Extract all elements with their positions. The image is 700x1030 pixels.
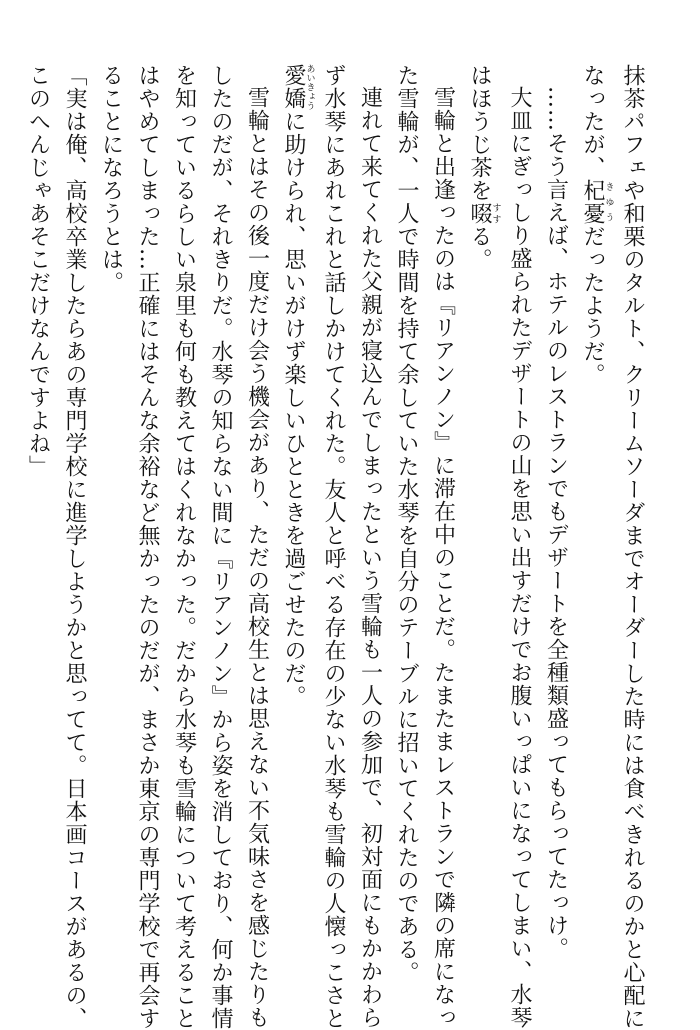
text-line-9: ず水琴にあれこれと話しかけてくれた。友人と呼べる存在の少ない水琴も雪輪の人懐っこさと <box>321 64 346 1030</box>
text-line-12: したのだが、それきりだ。水琴の知らない間に『リアンノン』から姿を消しており、何か事情 <box>208 64 233 1030</box>
text-line-13: を知っているらしい泉里も何も教えてはくれなかった。だから水琴も雪輪について考えること <box>171 64 197 1030</box>
ruby-reading: きゆう <box>603 179 614 225</box>
text-segment: だったようだ。 <box>580 225 605 386</box>
ruby-aikyou <box>281 64 315 110</box>
text-line-6: 雪輪と出逢ったのは『リアンノン』に滞在中のことだ。たまたまレストランで隣の席になっ <box>430 86 456 1029</box>
text-line-4: 大皿にぎっしり盛られたデザートの山を思い出すだけでお腹いっぱいになってしまい、水琴 <box>507 86 532 1029</box>
ruby-kiyuu <box>580 179 614 225</box>
text-line-8: 連れて来てくれた父親が寝込んでしまったという雪輪も一人の参加で、初対面にもかかわら <box>357 86 383 1029</box>
text-segment: に助けられ、思いがけず楽しいひとときを過ごせたのだ。 <box>281 110 306 708</box>
text-line-17: このへんじゃあそこだけなんですよね」 <box>25 64 51 478</box>
text-line-11: 雪輪とはその後一度だけ会う機会があり、ただの高校生とは思えない不気味さを感じたりも <box>244 86 270 1029</box>
text-segment: はほうじ茶を <box>467 64 492 202</box>
text-line-7: た雪輪が、一人で時間を持て余していた水琴を自分のテーブルに招いてくれたのである。 <box>394 64 419 984</box>
text-line-1: 抹茶パフェや和栗のタルト、クリームソーダまでオーダーした時には食べきれるのかと心配に <box>620 64 645 1030</box>
text-line-2 <box>574 64 614 944</box>
ruby-reading: すす <box>490 202 501 225</box>
ruby-base: 杞憂 <box>580 179 605 225</box>
ruby-base: 啜 <box>467 202 492 225</box>
ruby-base: 愛嬌 <box>281 64 306 110</box>
text-line-5 <box>461 64 501 944</box>
text-line-3: ……そう言えば、ホテルのレストランでもデザートを全種類盛ってもらってたっけ。 <box>543 86 569 960</box>
text-line-10 <box>275 64 315 944</box>
ruby-susu <box>467 202 501 225</box>
ruby-reading: あいきょう <box>304 64 315 110</box>
text-segment: なったが、 <box>580 64 605 179</box>
text-segment: る。 <box>467 225 492 271</box>
text-line-16: 「実は俺、高校卒業したらあの専門学校に進学しようかと思ってて。日本画コースがあるの、 <box>62 64 87 1030</box>
text-line-14: はやめてしまった…正確にはそんな余裕など無かったのだが、まさか東京の専門学校で再会す <box>135 64 160 1030</box>
vertical-text-block <box>19 64 650 1030</box>
text-line-15: ることになろうとは。 <box>98 64 124 294</box>
